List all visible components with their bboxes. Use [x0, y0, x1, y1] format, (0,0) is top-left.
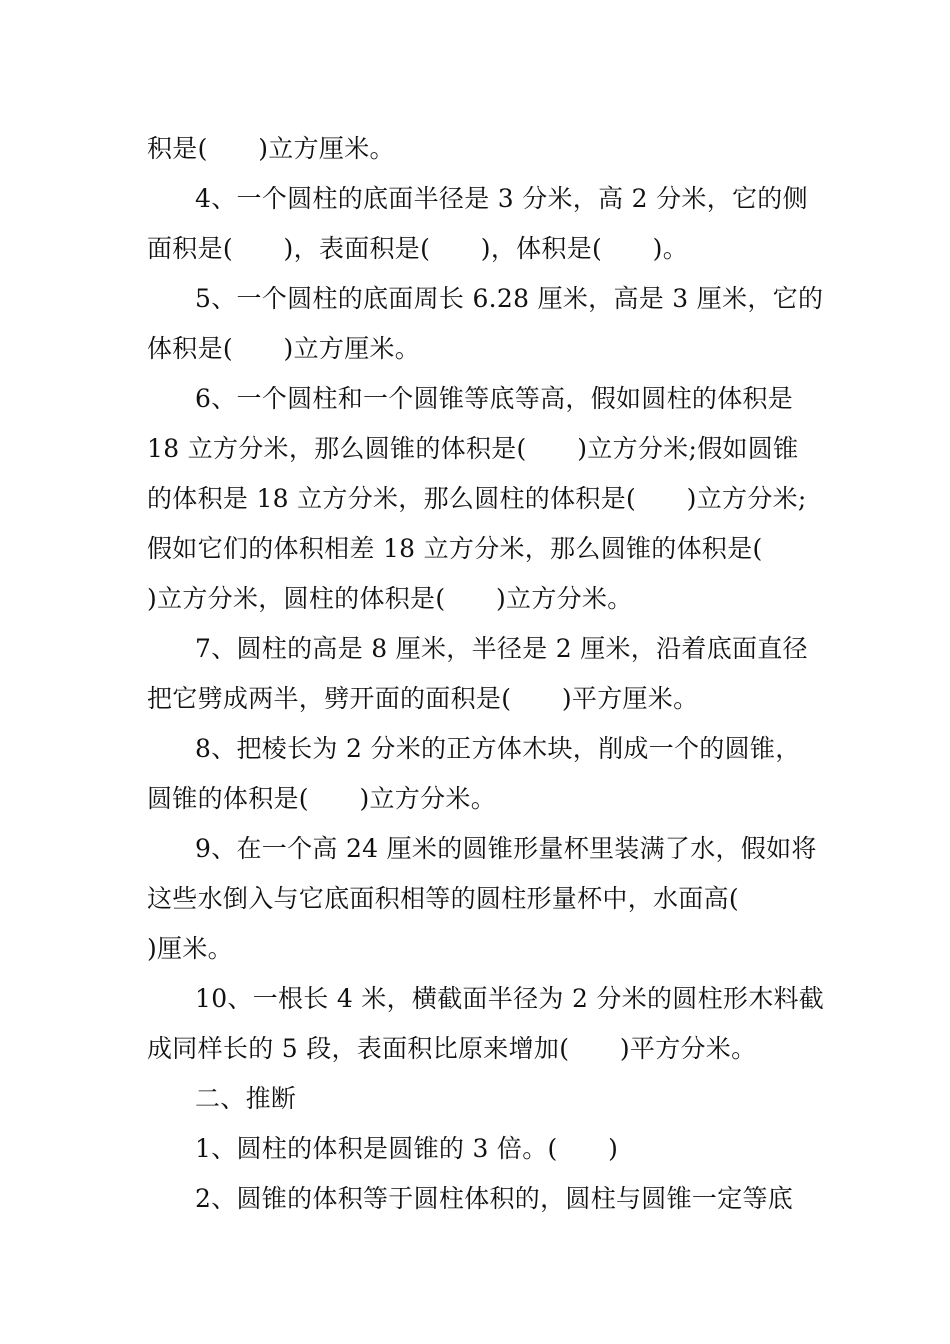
text-line: 5、一个圆柱的底面周长 6.28 厘米，高是 3 厘米，它的 [195, 284, 824, 313]
text-line: 10、一根长 4 米，横截面半径为 2 分米的圆柱形木料截 [195, 984, 825, 1013]
text-line: 4、一个圆柱的底面半径是 3 分米，高 2 分米，它的侧 [195, 184, 808, 213]
text-line: 把它劈成两半，劈开面的面积是( )平方厘米。 [147, 684, 699, 713]
text-line: 18 立方分米，那么圆锥的体积是( )立方分米;假如圆锥 [147, 434, 799, 463]
text-line: 假如它们的体积相差 18 立方分米，那么圆锥的体积是( [147, 534, 763, 563]
text-line: 这些水倒入与它底面积相等的圆柱形量杯中，水面高( [147, 884, 739, 913]
text-line: 6、一个圆柱和一个圆锥等底等高，假如圆柱的体积是 [195, 384, 794, 413]
text-line: 积是( )立方厘米。 [147, 134, 395, 163]
text-line: 成同样长的 5 段，表面积比原来增加( )平方分米。 [147, 1034, 757, 1063]
text-line: 8、把棱长为 2 分米的正方体木块，削成一个的圆锥， [195, 734, 801, 763]
text-line: 1、圆柱的体积是圆锥的 3 倍。( ) [195, 1134, 619, 1163]
text-line: )厘米。 [147, 934, 233, 963]
text-line: 9、在一个高 24 厘米的圆锥形量杯里装满了水，假如将 [195, 834, 817, 863]
text-line: 体积是( )立方厘米。 [147, 334, 421, 363]
text-line: )立方分米，圆柱的体积是( )立方分米。 [147, 584, 633, 613]
section-heading: 二、推断 [195, 1084, 297, 1113]
text-line: 圆锥的体积是( )立方分米。 [147, 784, 497, 813]
text-line: 7、圆柱的高是 8 厘米，半径是 2 厘米，沿着底面直径 [195, 634, 808, 663]
text-line: 的体积是 18 立方分米，那么圆柱的体积是( )立方分米; [147, 484, 807, 513]
text-line: 2、圆锥的体积等于圆柱体积的，圆柱与圆锥一定等底 [195, 1184, 794, 1213]
text-line: 面积是( )，表面积是( )，体积是( )。 [147, 234, 689, 263]
